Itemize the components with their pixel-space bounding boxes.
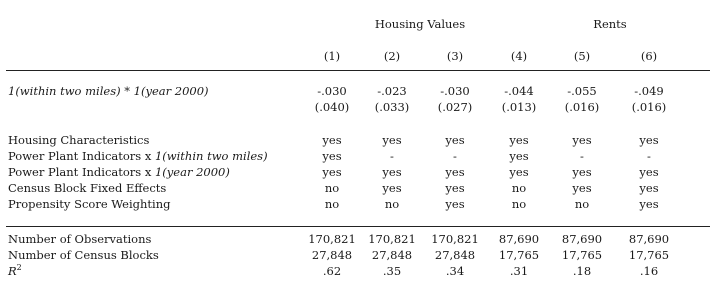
group-header-row [0,16,716,32]
control-row [0,148,716,164]
control-cell: yes [445,181,465,195]
std-error-cell: (.013) [501,100,537,114]
control-cell: no [574,197,590,211]
control-row [0,196,716,212]
control-cell: yes [639,165,659,179]
stats-cell: 170,821 [368,232,416,246]
control-cell: - [580,149,584,163]
control-cell: yes [639,133,659,147]
control-cell: yes [445,133,465,147]
control-cell: yes [509,165,529,179]
group-rents: Rents [593,17,627,31]
column-header: (3) [446,49,464,63]
r-squared-label: $R^2$ [8,263,22,278]
stats-cell: 17,765 [628,248,670,262]
stats-cell: .18 [572,264,592,278]
control-cell: yes [382,165,402,179]
control-cell: no [511,197,527,211]
stats-cell: 170,821 [431,232,479,246]
control-cell: no [324,197,340,211]
coefficient-label: 1(within two miles) * 1(year 2000) [8,84,209,98]
stats-label: Number of Observations [8,232,152,246]
stats-rule [6,226,710,227]
column-header: (4) [510,49,528,63]
stats-cell: 17,765 [561,248,603,262]
control-label: Housing Characteristics [8,133,150,147]
control-cell: yes [572,133,592,147]
stats-cell: 87,690 [628,232,670,246]
std-error-row [0,99,716,115]
std-error-cell: (.033) [374,100,410,114]
coefficient-cell: -.023 [377,84,407,98]
control-cell: yes [509,133,529,147]
control-label: Power Plant Indicators x 1(year 2000) [8,165,230,179]
control-cell: yes [509,149,529,163]
column-header: (5) [573,49,591,63]
control-cell: yes [639,181,659,195]
control-cell: no [384,197,400,211]
std-error-cell: (.027) [437,100,473,114]
control-row [0,164,716,180]
stats-cell: 87,690 [561,232,603,246]
control-cell: yes [639,197,659,211]
control-cell: no [511,181,527,195]
coefficient-cell: -.030 [440,84,470,98]
control-row [0,132,716,148]
control-label: Power Plant Indicators x 1(within two miles) [8,149,268,163]
std-error-cell: (.016) [631,100,667,114]
control-cell: yes [572,165,592,179]
stats-cell: 87,690 [498,232,540,246]
stats-cell: 27,848 [371,248,413,262]
control-cell: yes [322,165,342,179]
std-error-cell: (.040) [314,100,350,114]
column-header: (6) [640,49,658,63]
column-number-row [0,48,716,64]
coefficient-row [0,83,716,99]
stats-label: Number of Census Blocks [8,248,159,262]
control-label: Propensity Score Weighting [8,197,171,211]
coefficient-cell: -.049 [634,84,664,98]
stats-cell: .34 [445,264,465,278]
coefficient-cell: -.055 [567,84,597,98]
stats-cell: 17,765 [498,248,540,262]
control-cell: yes [445,197,465,211]
stats-cell: 27,848 [311,248,353,262]
column-header: (1) [323,49,341,63]
control-cell: no [324,181,340,195]
group-housing-values: Housing Values [374,17,466,31]
control-cell: yes [322,149,342,163]
column-header: (2) [383,49,401,63]
stats-row [0,247,716,263]
header-rule [6,70,710,71]
control-cell: yes [382,133,402,147]
stats-row [0,231,716,247]
control-cell: - [390,149,394,163]
control-cell: yes [322,133,342,147]
control-row [0,180,716,196]
stats-cell: .16 [639,264,659,278]
stats-cell: .35 [382,264,402,278]
control-cell: - [453,149,457,163]
stats-cell: 27,848 [434,248,476,262]
control-cell: yes [445,165,465,179]
control-cell: yes [572,181,592,195]
std-error-cell: (.016) [564,100,600,114]
stats-cell: 170,821 [308,232,356,246]
coefficient-cell: -.030 [317,84,347,98]
stats-cell: .31 [509,264,529,278]
stats-row [0,263,716,279]
stats-cell: .62 [322,264,342,278]
control-cell: - [647,149,651,163]
coefficient-cell: -.044 [504,84,534,98]
control-label: Census Block Fixed Effects [8,181,167,195]
control-cell: yes [382,181,402,195]
